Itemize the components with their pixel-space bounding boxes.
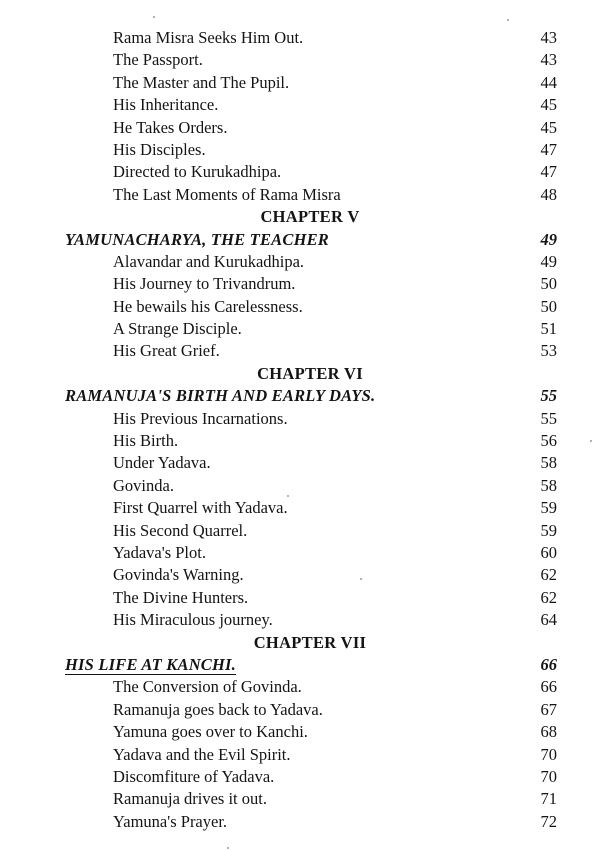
entry-page-number: 59 — [540, 498, 557, 518]
part-title: HIS LIFE AT KANCHI. — [65, 654, 236, 674]
entry-page-number: 59 — [540, 520, 557, 540]
entry-title: Govinda's Warning. — [113, 565, 244, 585]
toc-entry — [0, 408, 600, 430]
chapter-heading-row — [0, 632, 600, 654]
entry-title: The Conversion of Govinda. — [113, 677, 302, 697]
toc-entry — [0, 587, 600, 609]
entry-page-number: 45 — [540, 95, 557, 115]
entry-title: Yadava's Plot. — [113, 542, 206, 562]
chapter-heading-row — [0, 363, 600, 385]
entry-title: His Inheritance. — [113, 95, 219, 115]
toc-entry — [0, 72, 600, 94]
toc-entry — [0, 475, 600, 497]
chapter-heading: CHAPTER VII — [253, 632, 367, 652]
entry-page-number: 70 — [540, 744, 557, 764]
entry-title: His Birth. — [113, 431, 179, 451]
toc-entry — [0, 340, 600, 362]
toc-entry — [0, 296, 600, 318]
toc-entry — [0, 161, 600, 183]
entry-title: Alavandar and Kurukadhipa. — [113, 251, 305, 271]
entry-title: He Takes Orders. — [113, 117, 228, 137]
toc-entry — [0, 564, 600, 586]
entry-page-number: 68 — [540, 722, 557, 742]
entry-page-number: 58 — [540, 475, 557, 495]
entry-title: His Journey to Trivandrum. — [113, 274, 296, 294]
entry-page-number: 51 — [540, 319, 557, 339]
entry-page-number: 60 — [540, 542, 557, 562]
toc-entry — [0, 542, 600, 564]
entry-title: Yadava and the Evil Spirit. — [113, 744, 291, 764]
scan-speck — [360, 578, 362, 580]
scan-speck — [153, 16, 155, 18]
entry-title: Directed to Kurukadhipa. — [113, 162, 282, 182]
part-title-row — [0, 654, 600, 676]
toc-entry — [0, 721, 600, 743]
toc-entry — [0, 27, 600, 49]
entry-title: Ramanuja drives it out. — [113, 789, 267, 809]
toc-entry — [0, 676, 600, 698]
entry-page-number: 45 — [540, 117, 557, 137]
entry-page-number: 71 — [540, 789, 557, 809]
entry-page-number: 62 — [540, 565, 557, 585]
entry-page-number: 58 — [540, 453, 557, 473]
toc-entry — [0, 609, 600, 631]
entry-title: His Disciples. — [113, 139, 206, 159]
entry-page-number: 47 — [540, 139, 557, 159]
entry-page-number: 72 — [540, 811, 557, 831]
entry-page-number: 49 — [540, 251, 557, 271]
entry-title: Under Yadava. — [113, 453, 211, 473]
part-title: YAMUNACHARYA, THE TEACHER — [65, 229, 330, 249]
entry-page-number: 47 — [540, 162, 557, 182]
chapter-heading-row — [0, 206, 600, 228]
entry-page-number: 43 — [540, 28, 557, 47]
table-of-contents — [0, 27, 600, 833]
entry-title: Govinda. — [113, 475, 174, 495]
entry-page-number: 55 — [540, 408, 557, 428]
scan-speck — [590, 440, 592, 442]
part-page-number: 49 — [540, 229, 557, 249]
part-page-number: 55 — [540, 386, 557, 406]
entry-title: Discomfiture of Yadava. — [113, 766, 275, 786]
entry-title: His Great Grief. — [113, 341, 220, 361]
entry-title: His Miraculous journey. — [113, 610, 273, 630]
toc-entry — [0, 184, 600, 206]
entry-page-number: 56 — [540, 431, 557, 451]
entry-title: His Previous Incarnations. — [113, 408, 288, 428]
entry-title: His Second Quarrel. — [113, 520, 248, 540]
scan-speck — [507, 19, 509, 21]
entry-title: First Quarrel with Yadava. — [113, 498, 288, 518]
entry-page-number: 43 — [540, 50, 557, 70]
toc-entry — [0, 430, 600, 452]
toc-entry — [0, 117, 600, 139]
entry-page-number: 50 — [540, 274, 557, 294]
entry-page-number: 48 — [540, 184, 557, 204]
entry-title: The Last Moments of Rama Misra — [113, 184, 341, 204]
entry-title: Yamuna's Prayer. — [113, 811, 228, 831]
scan-speck — [287, 495, 289, 497]
part-title-row — [0, 385, 600, 407]
entry-page-number: 67 — [540, 699, 557, 719]
entry-page-number: 50 — [540, 296, 557, 316]
toc-entry — [0, 811, 600, 833]
toc-entry — [0, 139, 600, 161]
entry-title: Ramanuja goes back to Yadava. — [113, 699, 323, 719]
entry-title: He bewails his Carelessness. — [113, 296, 303, 316]
entry-page-number: 64 — [540, 610, 557, 630]
toc-entry — [0, 94, 600, 116]
entry-page-number: 44 — [540, 72, 557, 92]
toc-entry — [0, 520, 600, 542]
part-page-number: 66 — [540, 654, 557, 674]
toc-entry — [0, 251, 600, 273]
chapter-heading: CHAPTER VI — [257, 363, 363, 383]
entry-page-number: 66 — [540, 677, 557, 697]
part-title-row — [0, 229, 600, 251]
toc-entry — [0, 497, 600, 519]
toc-entry — [0, 318, 600, 340]
entry-title: Rama Misra Seeks Him Out. — [113, 28, 304, 47]
entry-page-number: 53 — [540, 341, 557, 361]
entry-title: The Passport. — [113, 50, 203, 70]
entry-title: A Strange Disciple. — [113, 319, 242, 339]
entry-page-number: 62 — [540, 587, 557, 607]
toc-entry — [0, 452, 600, 474]
entry-title: Yamuna goes over to Kanchi. — [113, 722, 308, 742]
scan-speck — [227, 847, 229, 849]
toc-entry — [0, 766, 600, 788]
part-title: RAMANUJA'S BIRTH AND EARLY DAYS. — [65, 386, 376, 406]
entry-title: The Master and The Pupil. — [113, 72, 290, 92]
entry-page-number: 70 — [540, 766, 557, 786]
toc-entry — [0, 273, 600, 295]
toc-entry — [0, 788, 600, 810]
entry-title: The Divine Hunters. — [113, 587, 249, 607]
chapter-heading: CHAPTER V — [260, 207, 360, 227]
toc-entry — [0, 49, 600, 71]
toc-entry — [0, 744, 600, 766]
toc-entry — [0, 699, 600, 721]
